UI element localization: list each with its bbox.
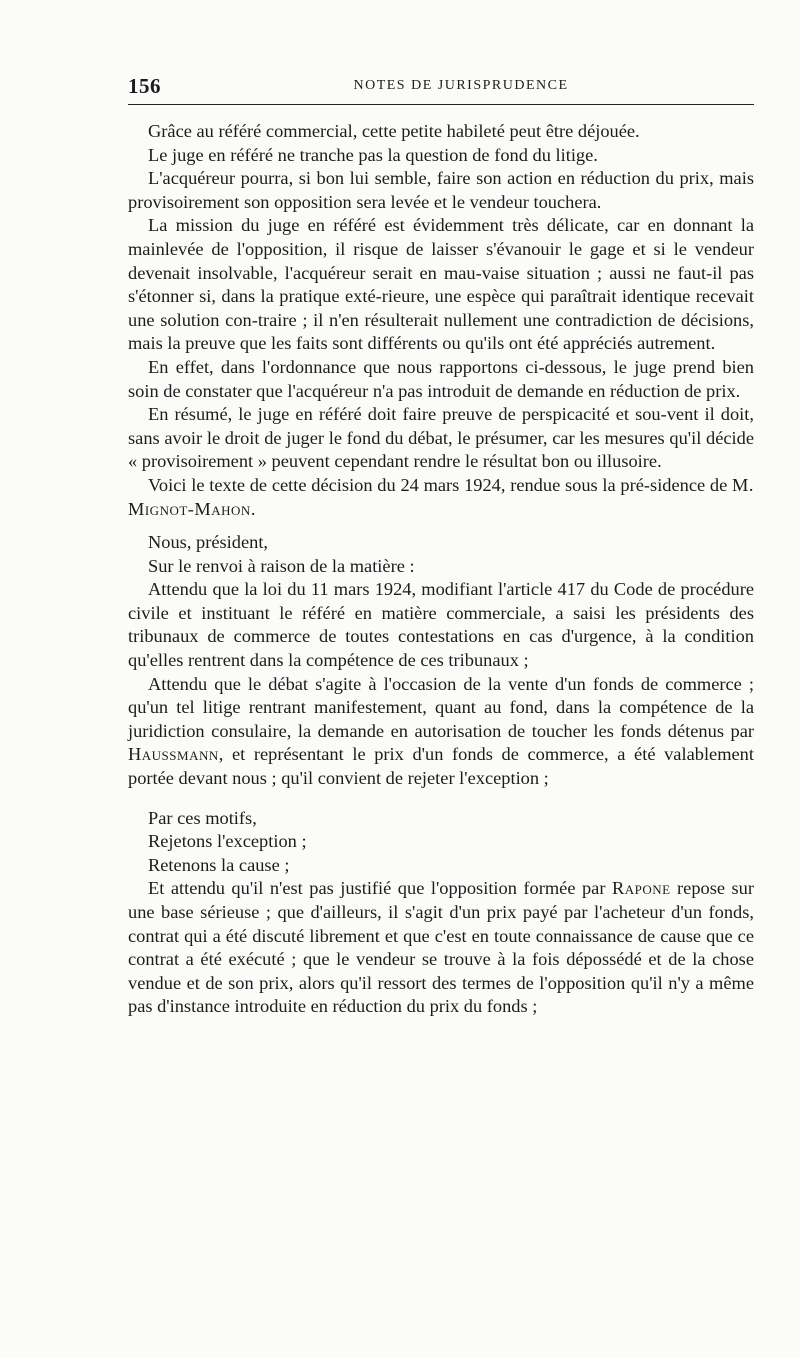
- paragraph: Grâce au référé commercial, cette petite habileté peut être déjouée.: [148, 121, 640, 141]
- party-name: Rapone: [611, 878, 671, 899]
- paragraph-rapone: [128, 877, 754, 1019]
- paragraph: La mission du juge en référé est évidemment très délicate, car en donnant la mainlevée de l'opposition, il risque de laisser s'évanouir le gage et si le vendeur devenait insolvable, l'acquéreur serait en mau-vaise situation ; aussi ne faut-il pas s'étonner si, dans la pratique exté-rieure, une espèce qui paraîtrait identique recevait une solution con-traire ; il n'en résulterait nullement une contradiction de décisions, mais la preuve que les faits sont différents ou qu'ils ont été appréciés autrement.: [128, 215, 754, 354]
- paragraph: Sur le renvoi à raison de la matière :: [148, 555, 415, 576]
- paragraph: Attendu que la loi du 11 mars 1924, modifiant l'article 417 du Code de procédure civile et instituant le référé en matière commerciale, a saisi les présidents des tribunaux de commerce de toutes contestations en cas d'urgence, à la condition qu'elles rentrent dans la compétence de ces tribunaux ;: [128, 579, 754, 671]
- paragraph: Le juge en référé ne tranche pas la question de fond du litige.: [148, 144, 598, 165]
- paragraph-text: Et attendu qu'il n'est pas justifié que l'opposition formée par: [148, 878, 606, 899]
- sentence-end: .: [250, 498, 256, 519]
- paragraph-text: Voici le texte de cette décision du 24 mars 1924, rendue sous la pré-sidence de: [148, 474, 728, 495]
- paragraph: En effet, dans l'ordonnance que nous rapportons ci-dessous, le juge prend bien soin de constater que l'acquéreur n'a pas introduit de demande en réduction de prix.: [128, 356, 754, 401]
- running-title: NOTES DE JURISPRUDENCE: [353, 78, 569, 93]
- paragraph-haussmann: [128, 673, 754, 791]
- party-name: Haussmann: [128, 744, 219, 765]
- paragraph: En résumé, le juge en référé doit faire preuve de perspicacité et sou-vent il doit, sans avoir le droit de juger le fond du débat, le présumer, car les mesures qu'il décide « provisoirement » peuvent cependant rendre le résultat bon ou illusoire.: [128, 404, 754, 472]
- president-name: M. Mignot-Mahon: [128, 474, 754, 519]
- ordinance-opening: Nous, président,: [148, 532, 269, 553]
- page-number: 156: [128, 74, 161, 98]
- paragraph: Retenons la cause ;: [148, 854, 290, 875]
- paragraph-decision-intro: [128, 474, 754, 521]
- paragraph: Rejetons l'exception ;: [148, 831, 307, 852]
- paragraph: Par ces motifs,: [148, 807, 257, 828]
- body-text: [128, 120, 754, 1019]
- header-rule: [128, 104, 754, 105]
- page-header: [128, 72, 754, 102]
- paragraph: L'acquéreur pourra, si bon lui semble, faire son action en réduction du prix, mais provisoirement son opposition sera levée et le vendeur touchera.: [128, 168, 754, 212]
- paragraph-text-tail: , et représentant le prix d'un fonds de commerce, a été valablement portée devant nous ; qu'il convient de rejeter l'exception ;: [128, 744, 754, 789]
- paragraph-text: Attendu que le débat s'agite à l'occasion de la vente d'un fonds de commerce ; qu'un tel litige rentrant manifestement, quant au fond, dans la compétence de la juridiction consulaire, la demande en autorisation de toucher les fonds détenus par: [128, 673, 754, 741]
- paragraph-text-tail: repose sur une base sérieuse ; que d'ailleurs, il s'agit d'un prix payé par l'acheteur d'un fonds, contrat qui a été discuté librement et que c'est en toute connaissance de cause que ce contrat a été exécuté ; que le vendeur se trouve à la fois dépossédé et de la chose vendue et de son prix, alors qu'il ressort des termes de l'opposition qu'il n'y a même pas d'instance introduite en réduction du prix du fonds ;: [128, 878, 754, 1017]
